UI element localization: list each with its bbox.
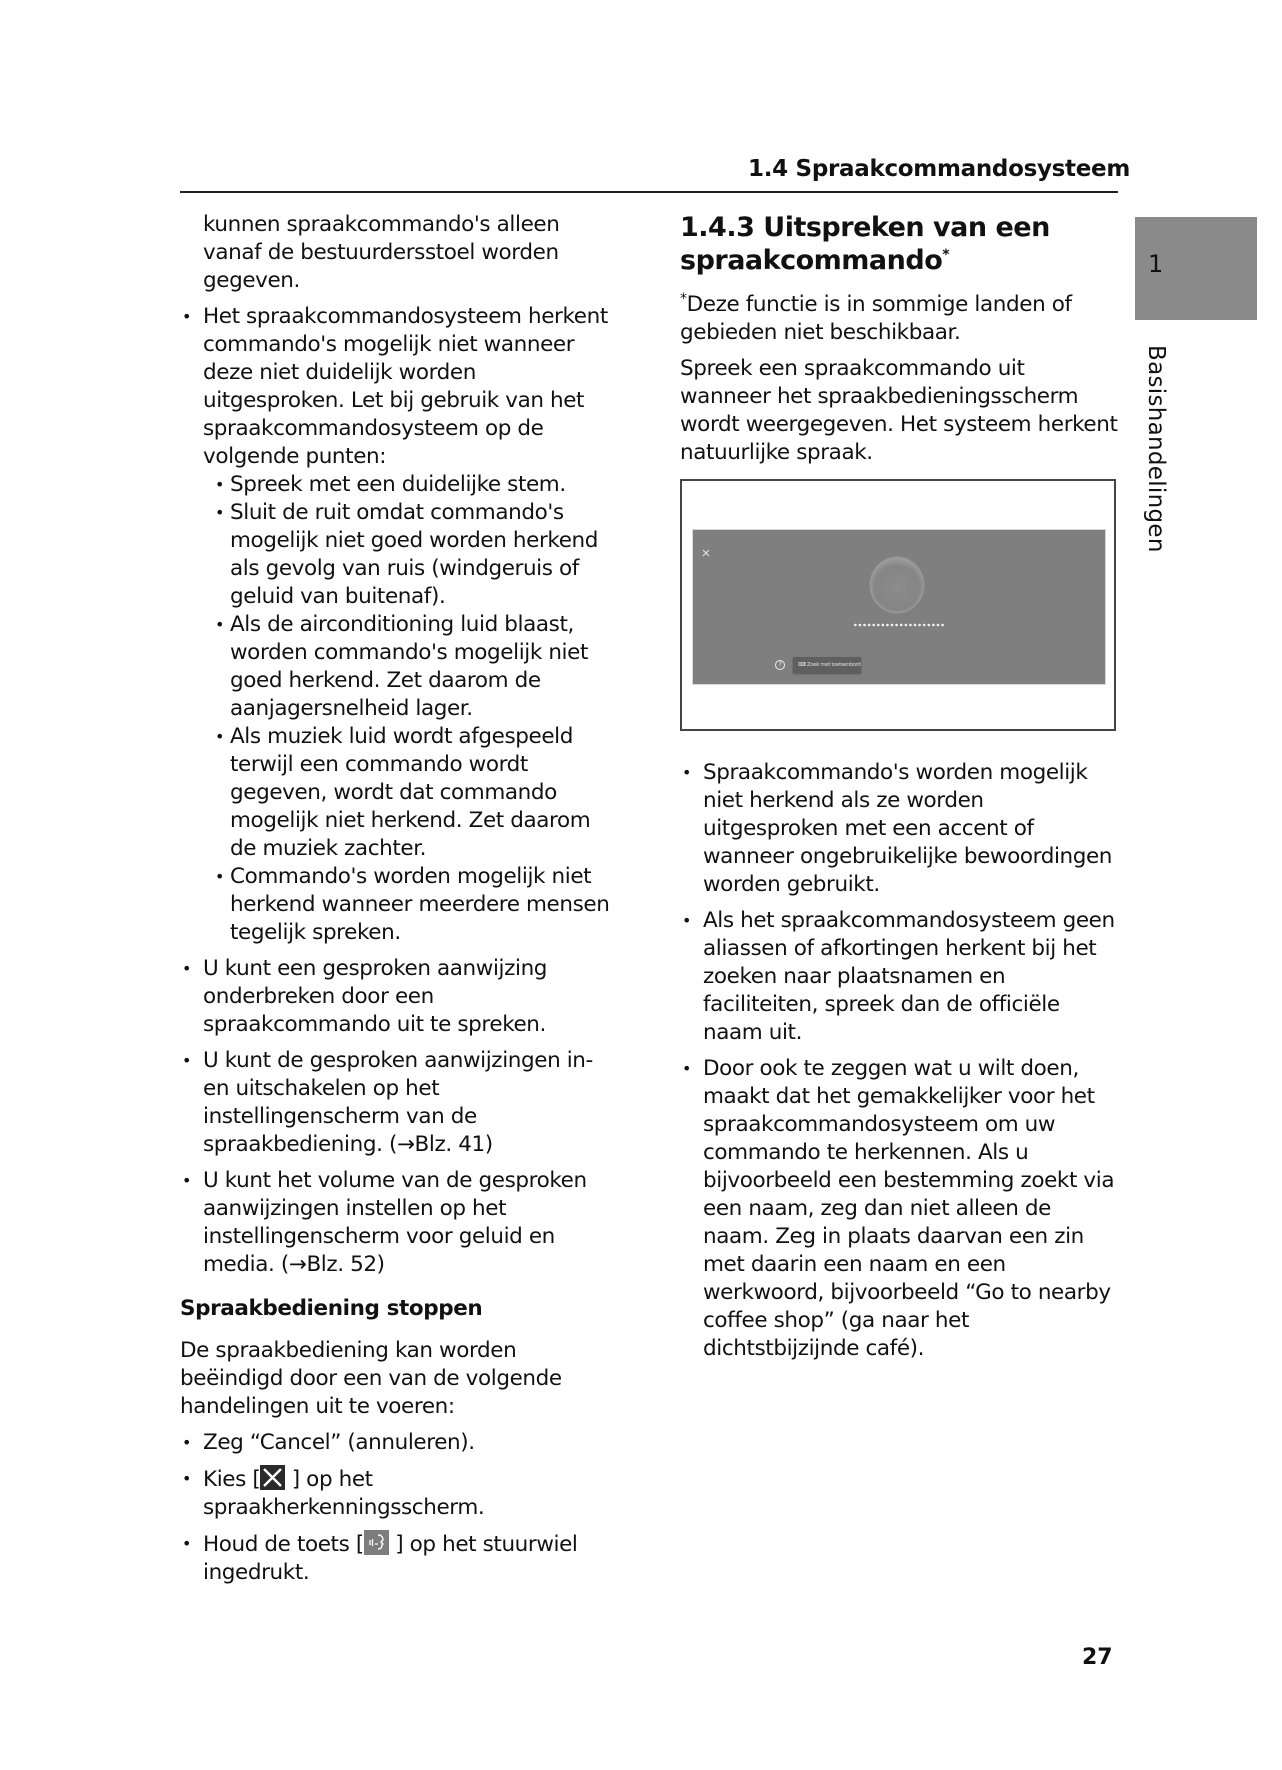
list-item: • Als het spraakcommandosysteem geen aliassen of afkortingen herkent bij het zoeken naar plaatsnamen en faciliteiten, spreek dan de officiële naam uit. [680,907,1120,1047]
list-item [180,1465,620,1522]
left-bullet-list [180,303,620,1279]
voice-screen-figure [680,479,1116,731]
talk-switch-icon [364,1530,389,1555]
footnote-text: Deze functie is in sommige landen of gebieden niet beschikbaar. [680,292,1072,345]
subsection-heading: Spraakbediening stoppen [180,1296,483,1321]
continuation-paragraph: kunnen spraakcommando's alleen vanaf de bestuurdersstoel worden gegeven. [203,212,560,293]
section-title-line1: 1.4.3 Uitspreken van een [680,212,1050,243]
list-item [180,1530,620,1587]
sub-list-item: • Spreek met een duidelijke stem. [203,471,620,499]
section-title-line2: spraakcommando [680,245,943,276]
footnote-marker: * [942,247,950,263]
voice-orb-icon [871,558,923,612]
footnote [680,291,1120,347]
chapter-number: 1 [1148,250,1164,278]
list-item: • Door ook te zeggen wat u wilt doen, maakt dat het gemakkelijker voor het spraakcommandosysteem om uw commando te herkennen. Als u bijvoorbeeld een bestemming zoekt via een naam, zeg dan niet alleen de naam. Zeg in plaats daarvan een zin met daarin een naam en een werkwoord, bijvoorbeeld “Go to nearby coffee shop” (ga naar het dichtstbijzijnde café). [680,1055,1120,1363]
sub-list-item: • Als de airconditioning luid blaast, worden commando's mogelijk niet goed herkend. Zet daarom de aanjagersnelheid lager. [203,611,620,723]
list-item: • Spraakcommando's worden mogelijk niet herkend als ze worden uitgesproken met een accent of wanneer ongebruikelijke bewoordingen worden gebruikt. [680,759,1120,899]
footnote-marker: * [680,290,687,307]
list-item-text: Het spraakcommandosysteem herkent commando's mogelijk niet wanneer deze niet duidelijk worden uitgesproken. Let bij gebruik van het spraakcommandosysteem op de volgende punten: [203,304,608,469]
close-icon [260,1465,285,1490]
sub-list-item: • Als muziek luid wordt afgespeeld terwijl een commando wordt gegeven, wordt dat commando mogelijk niet herkend. Zet daarom de muziek zachter. [203,723,620,863]
chapter-label: Basishandelingen [1143,345,1169,553]
stop-methods-list [180,1429,620,1587]
intro-paragraph: Spreek een spraakcommando uit wanneer het spraakbedieningsscherm wordt weergegeven. Het systeem herkent natuurlijke spraak. [680,356,1118,465]
right-bullet-list [680,759,1120,1363]
page-number: 27 [1082,1645,1113,1670]
keyboard-search-button[interactable]: ⌨ Zoek met toetsenbord [793,657,861,673]
header-rule [180,191,1118,193]
close-icon[interactable] [701,538,711,548]
stop-intro-paragraph: De spraakbediening kan worden beëindigd door een van de volgende handelingen uit te voeren: [180,1338,562,1419]
list-item-text: ] op het stuurwiel ingedrukt. [203,1532,578,1585]
list-item: • U kunt het volume van de gesproken aanwijzingen instellen op het instellingenscherm voor geluid en media. (→Blz. 52) [180,1167,620,1279]
list-item-text: Houd de toets [ [203,1532,364,1557]
list-item-text: Kies [ [203,1467,261,1492]
left-column [180,211,620,1595]
sub-bullet-list [203,471,620,947]
sub-list-item: • Commando's worden mogelijk niet herkend wanneer meerdere mensen tegelijk spreken. [203,863,620,947]
right-column [680,211,1120,1371]
section-title [680,211,1120,277]
list-item-text: ] op het spraakherkenningsscherm. [203,1467,485,1520]
list-item [180,303,620,947]
running-header-title: 1.4 Spraakcommandosysteem [748,156,1131,182]
list-item: • U kunt de gesproken aanwijzingen in- en uitschakelen op het instellingenscherm van de spraakbediening. (→Blz. 41) [180,1047,620,1159]
list-item: • Zeg “Cancel” (annuleren). [180,1429,620,1457]
voice-recognition-screen [692,529,1106,685]
help-icon[interactable]: ? [775,660,785,670]
voice-level-indicator [853,623,945,627]
list-item: • U kunt een gesproken aanwijzing onderbreken door een spraakcommando uit te spreken. [180,955,620,1039]
sub-list-item: • Sluit de ruit omdat commando's mogelijk niet goed worden herkend als gevolg van ruis (windgeruis of geluid van buitenaf). [203,499,620,611]
